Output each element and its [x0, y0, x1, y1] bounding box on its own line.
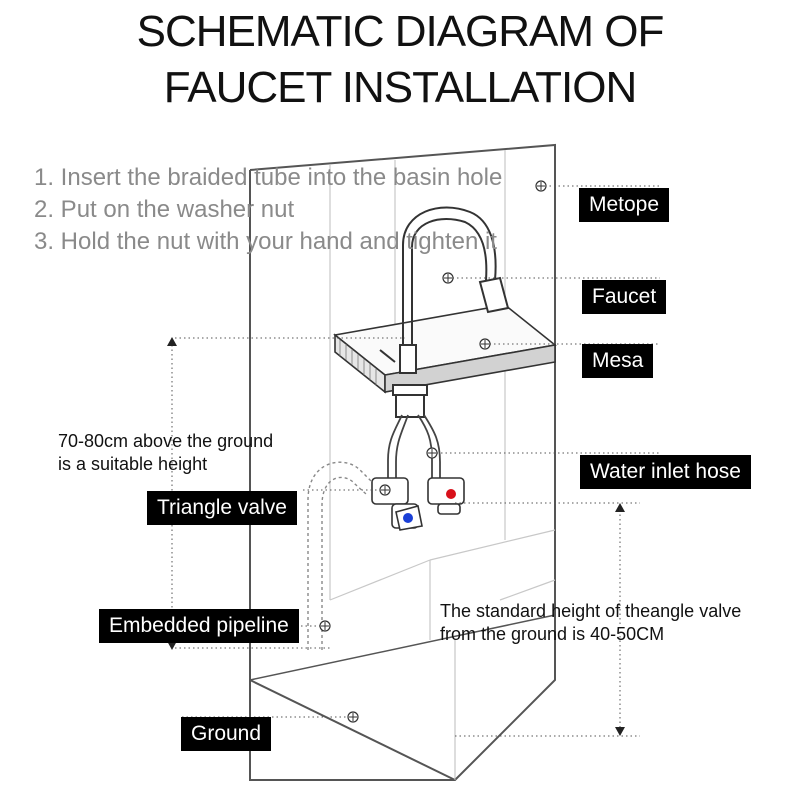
diagram-title-line1: SCHEMATIC DIAGRAM OF: [136, 7, 664, 56]
valve-height-note: [440, 600, 741, 646]
wall-panel-lines: [330, 150, 555, 640]
valve-note-line1: The standard height of theangle valve: [440, 601, 742, 621]
marker-ground: [348, 712, 358, 722]
label-embedded-pipeline: Embedded pipeline: [99, 609, 299, 643]
height-note-line2: is a suitable height: [58, 454, 208, 474]
valve-note-line2: from the ground is 40-50CM: [440, 624, 665, 644]
marker-inlet-hose: [427, 448, 437, 458]
step-1: 1. Insert the braided tube into the basin hole: [34, 164, 503, 191]
marker-triangle-valve: [380, 485, 390, 495]
label-ground: Ground: [181, 717, 271, 751]
label-metope: Metope: [579, 188, 669, 222]
mesa-shape: [335, 305, 555, 392]
marker-embedded-pipeline: [320, 621, 330, 631]
diagram-title-line2: FAUCET INSTALLATION: [163, 63, 637, 112]
label-faucet: Faucet: [582, 280, 666, 314]
step-3: 3. Hold the nut with your hand and tighten it: [34, 228, 497, 255]
label-triangle-valve: Triangle valve: [147, 491, 297, 525]
marker-faucet: [443, 273, 453, 283]
label-water-inlet-hose: Water inlet hose: [580, 455, 751, 489]
label-mesa: Mesa: [582, 344, 653, 378]
step-2: 2. Put on the washer nut: [34, 196, 295, 223]
marker-mesa: [480, 339, 490, 349]
height-note-line1: 70-80cm above the ground: [58, 431, 274, 451]
marker-metope: [536, 181, 546, 191]
height-note: [58, 430, 273, 476]
